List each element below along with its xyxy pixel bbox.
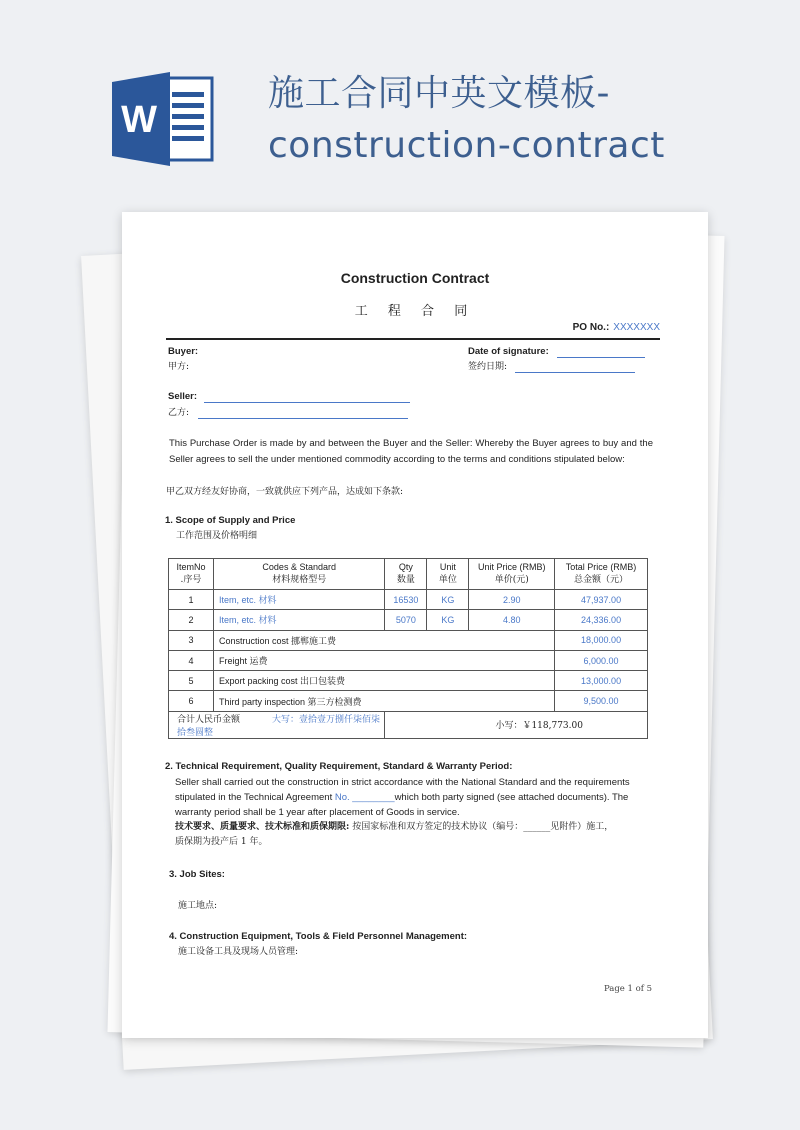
intro-cn-paragraph: 甲乙双方经友好协商，一致就供应下列产品，达成如下条款: [166,487,404,497]
seller-label: Seller: [168,391,198,402]
cost-total-cell: 13,000.00 [555,671,648,691]
item-qty-cell: 16530 [385,590,427,610]
table-row [169,610,648,630]
table-row [169,691,648,711]
cost-total-cell: 9,500.00 [555,691,648,711]
date-cn-label: 签约日期: [468,362,508,372]
seller-field[interactable] [204,402,410,403]
cost-desc-cell: Third party inspection 第三方检测费 [213,691,554,711]
header-rule [166,338,660,340]
buyer-label: Buyer: [168,346,199,357]
total-small: 小写：￥118,773.00 [385,711,648,738]
table-row [169,650,648,670]
header-cell: Unit Price (RMB) 单价(元) [469,559,555,590]
item-no-cell: 3 [169,630,214,650]
po-number [573,322,660,333]
section-3-cn: 施工地点: [178,901,218,911]
date-label: Date of signature: [468,346,549,357]
item-no-cell: 5 [169,671,214,691]
page-title: 施工合同中英文模板-construction-contract [268,73,665,166]
item-no-cell: 2 [169,610,214,630]
item-total-cell: 47,937.00 [555,590,648,610]
cost-desc-cell: Construction cost 挪郸施工费 [213,630,554,650]
table-row [169,590,648,610]
item-no-cell: 1 [169,590,214,610]
header-cell: Codes & Standard 材料规格型号 [213,559,384,590]
date-field[interactable] [557,357,645,358]
po-value: XXXXXXX [613,322,660,333]
page-footer: Page 1 of 5 [603,984,652,994]
agreement-no-field[interactable]: No. ________ [334,792,395,803]
seller-cn-label: 乙方: [168,408,190,418]
section-1-cn: 工作范围及价格明细 [176,531,258,541]
item-qty-cell: 5070 [385,610,427,630]
word-document-icon [112,72,214,166]
cost-desc-cell: Export packing cost 出口包装费 [213,671,554,691]
section-3-title: 3. Job Sites: [169,869,225,880]
total-label: 合计人民币金额 [177,714,241,725]
po-label: PO No.: [572,322,610,333]
header-cell: Unit 单位 [427,559,469,590]
item-price-cell: 4.80 [469,610,555,630]
table-total-row [169,711,648,738]
item-total-cell: 24,336.00 [555,610,648,630]
section-2-cn-line: 技术要求、质量要求、技术标准和质保期限: 按国家标准和双方签定的技术协议（编号：______见附件）施工， [175,822,614,832]
item-no-cell: 4 [169,650,214,670]
intro-paragraph: This Purchase Order is made by and between the Buyer and the Seller: Whereby the Buyer agrees to buy and the Seller agrees to sell the under mentioned commodity according to the terms and conditions stipulated below: [169,438,653,465]
table-row [169,630,648,650]
document-cn-title: 工 程 合 同 [354,304,476,319]
document-title: Construction Contract [340,270,490,286]
header-cell: Total Price (RMB) 总金额（元） [555,559,648,590]
word-icon-letter: W [121,99,157,141]
item-desc-cell: Item, etc. 材料 [213,590,384,610]
document-page [122,212,708,1038]
cost-desc-cell: Freight 运费 [213,650,554,670]
item-unit-cell: KG [427,610,469,630]
cost-total-cell: 6,000.00 [555,650,648,670]
section-2-body [175,775,653,850]
header-cell: Qty 数量 [385,559,427,590]
item-unit-cell: KG [427,590,469,610]
cost-total-cell: 18,000.00 [555,630,648,650]
section-2-title: 2. Technical Requirement, Quality Requirement, Standard & Warranty Period: [165,761,513,772]
date-cn-field[interactable] [515,372,635,373]
item-no-cell: 6 [169,691,214,711]
section-2-cn-line: 质保期为投产后 1 年。 [175,837,268,847]
item-price-cell: 2.90 [469,590,555,610]
seller-cn-field[interactable] [198,418,408,419]
table-header-row [169,559,648,590]
buyer-cn-label: 甲方: [168,362,190,372]
section-2-line: stipulated in the Technical Agreement No. ________which both party signed (see attached documents). The [175,792,629,803]
item-desc-cell: Item, etc. 材料 [213,610,384,630]
price-table [168,558,648,739]
section-4-title: 4. Construction Equipment, Tools & Field Personnel Management: [169,931,468,942]
header-cell: ItemNo .序号 [169,559,214,590]
total-in-words: 大写：壹拾壹万捌仟柒佰柒拾叁圆整 [177,714,381,738]
section-2-line: Seller shall carried out the construction in strict accordance with the National Standard and the requirements [175,777,630,788]
section-2-line: warranty period shall be 1 year after placement of Goods in service. [175,807,460,818]
table-row [169,671,648,691]
section-1-title: 1. Scope of Supply and Price [165,515,296,526]
section-4-cn: 施工设备工具及现场人员管理: [178,947,299,957]
